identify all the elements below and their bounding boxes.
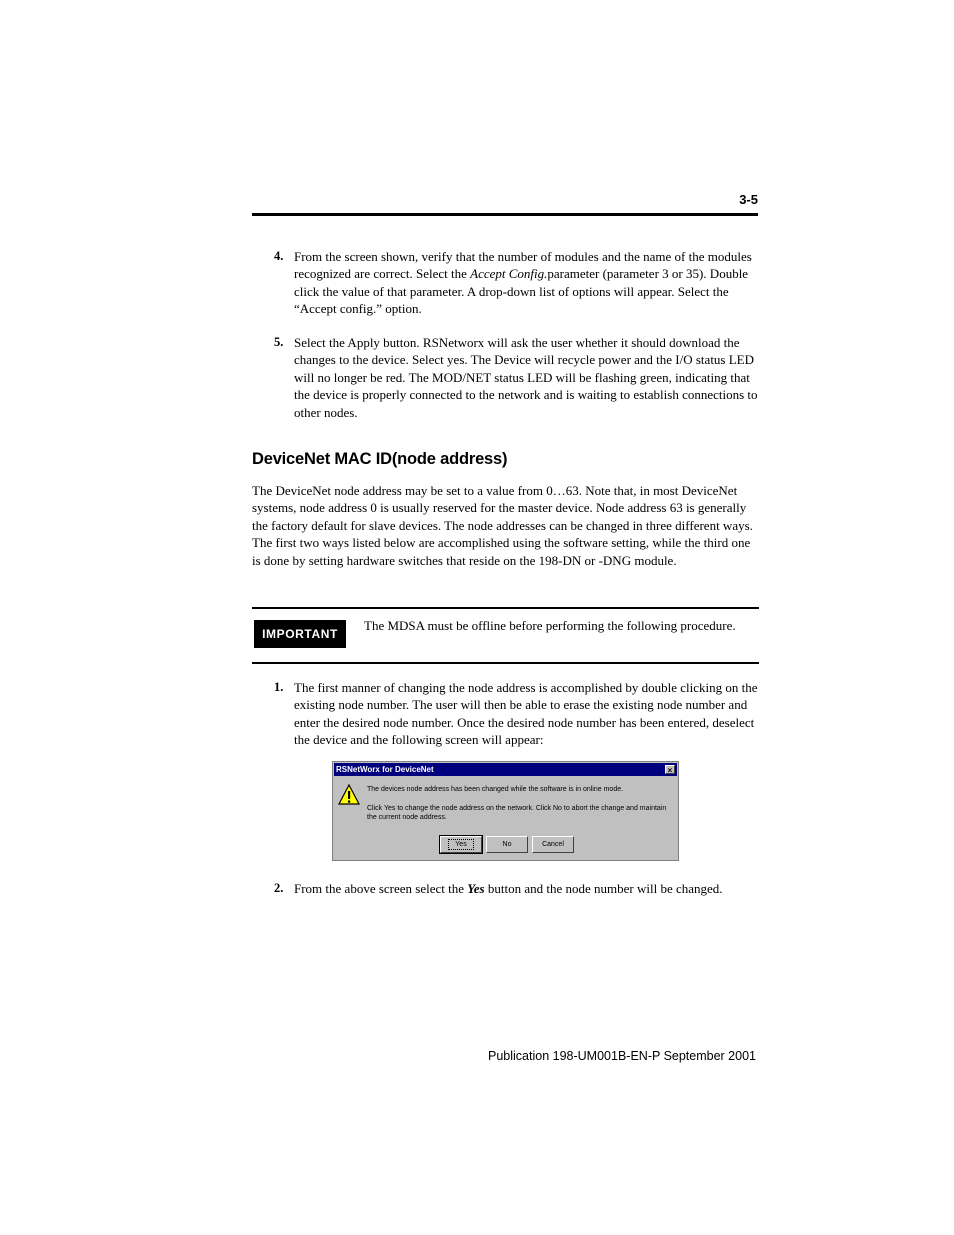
yes-button[interactable]: Yes: [440, 836, 482, 853]
dialog-title: RSNetWorx for DeviceNet: [336, 765, 434, 774]
yes-emphasis: Yes: [467, 881, 485, 896]
important-rule-bottom: [252, 662, 759, 664]
step-number: 4.: [274, 249, 284, 263]
important-text: The MDSA must be offline before performing the following procedure.: [364, 618, 736, 633]
dialog-message-line2: Click Yes to change the node address on the network. Click No to abort the change and maintain the current node address.: [367, 805, 667, 821]
step-text: From the screen shown, verify that the number of modules and the name of the modules recognized are correct. Select the Accept Config.parameter (parameter 3 or 35). Double click the value of that parameter. A drop-down list of options will appear. Select the “Accept config.” option.: [294, 249, 752, 317]
step-text: The first manner of changing the node address is accomplished by double clicking on the existing node number. The user will then be able to erase the existing node number and enter the desired node number. Once the desired node number has been entered, deselect the device and the following screen will appear:: [294, 680, 758, 748]
important-label: IMPORTANT: [254, 620, 346, 648]
rsnetworx-dialog: [332, 761, 679, 861]
important-rule-top: [252, 607, 759, 609]
publication-footer: Publication 198-UM001B-EN-P September 2001: [488, 1049, 756, 1063]
no-button[interactable]: No: [486, 836, 528, 853]
page-number: 3-5: [739, 192, 758, 207]
step-5: [274, 334, 760, 421]
section-heading: DeviceNet MAC ID(node address): [252, 450, 508, 468]
intro-paragraph: The DeviceNet node address may be set to a value from 0…63. Note that, in most DeviceNet systems, node address 0 is usually reserved for the master device. Node address 63 is generally the factory default for slave devices. The node addresses can be changed in three different ways. The first two ways listed below are accomplished using the software setting, while the third one is done by setting hardware switches that reside on the 198-DN or -DNG module.: [252, 483, 753, 568]
header-rule: [252, 213, 758, 216]
accept-config-emphasis: Accept Config.: [470, 266, 548, 282]
step-text: Select the Apply button. RSNetworx will ask the user whether it should download the changes to the device. Select yes. The Device will recycle power and the I/O status LED will no longer be red. The MOD/NET status LED will be flashing green, indicating that the device is properly connected to the network and is waiting to establish connections to other nodes.: [294, 335, 758, 420]
close-icon[interactable]: ×: [665, 765, 675, 774]
step-1: [274, 679, 760, 749]
dialog-titlebar: [334, 763, 677, 776]
cancel-button[interactable]: Cancel: [532, 836, 574, 853]
step-text: From the above screen select the Yes button and the node number will be changed.: [294, 881, 723, 896]
step-number: 5.: [274, 335, 284, 349]
step-2: [274, 880, 760, 897]
step-4: [274, 248, 760, 318]
step-number: 1.: [274, 680, 284, 694]
dialog-message-line1: The devices node address has been changed while the software is in online mode.: [367, 786, 624, 793]
warning-icon: [338, 784, 360, 806]
step-number: 2.: [274, 881, 284, 895]
